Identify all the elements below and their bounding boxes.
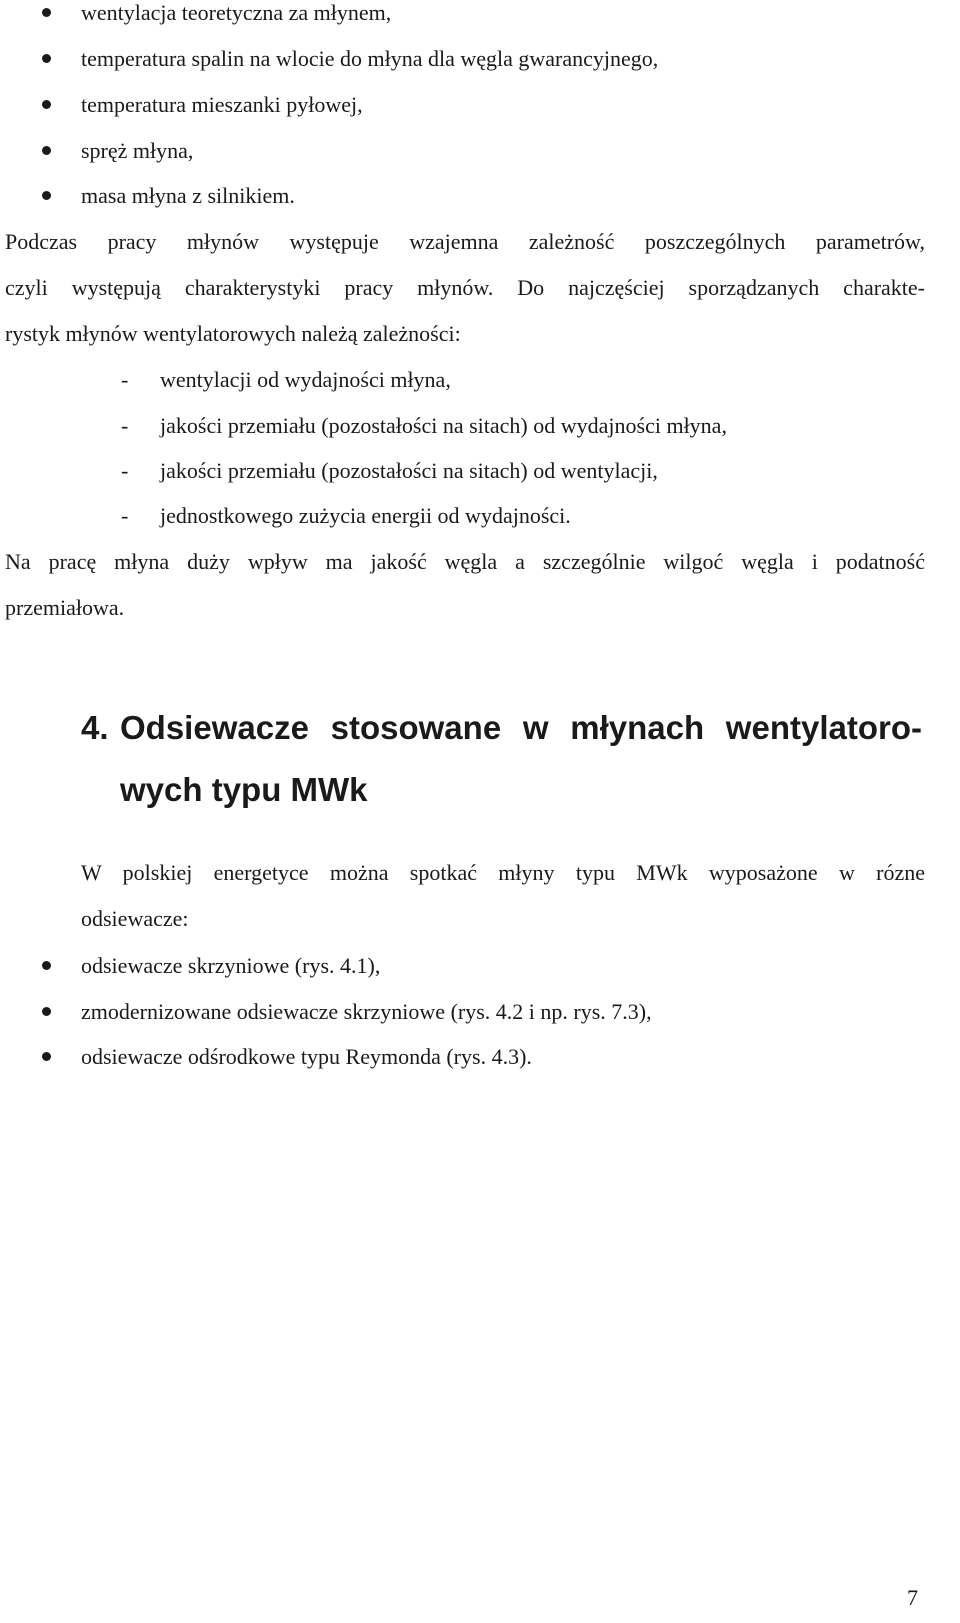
dash-marker: - — [121, 458, 129, 483]
bullet-dot-icon — [42, 146, 51, 155]
bullet-dot-icon — [42, 1007, 51, 1016]
list-item: wentylacji od wydajności młyna, — [160, 367, 451, 392]
list-item: masa młyna z silnikiem. — [81, 183, 295, 208]
section-title-line: wych typu MWk — [120, 771, 368, 808]
list-item: temperatura mieszanki pyłowej, — [81, 92, 363, 117]
dash-marker: - — [121, 413, 129, 438]
paragraph-line: rystyk młynów wentylatorowych należą zależności: — [5, 321, 461, 346]
list-item: odsiewacze skrzyniowe (rys. 4.1), — [81, 953, 381, 978]
list-item: jednostkowego zużycia energii od wydajności. — [160, 503, 571, 528]
bullet-dot-icon — [42, 1052, 51, 1061]
paragraph-line: odsiewacze: — [81, 906, 189, 931]
paragraph-line: czyli występują charakterystyki pracy młynów. Do najczęściej sporządzanych charakte- — [5, 275, 925, 300]
bullet-dot-icon — [42, 961, 51, 970]
list-item: odsiewacze odśrodkowe typu Reymonda (rys. 4.3). — [81, 1044, 532, 1069]
list-item: jakości przemiału (pozostałości na sitach) od wydajności młyna, — [160, 413, 727, 438]
paragraph-line: W polskiej energetyce można spotkać młyny typu MWk wyposażone w rózne — [81, 860, 925, 885]
dash-marker: - — [121, 503, 129, 528]
bullet-dot-icon — [42, 100, 51, 109]
paragraph-line: Podczas pracy młynów występuje wzajemna zależność poszczególnych parametrów, — [5, 229, 925, 254]
list-item: spręż młyna, — [81, 138, 194, 163]
list-item: temperatura spalin na wlocie do młyna dla węgla gwarancyjnego, — [81, 46, 659, 71]
section-title-line: Odsiewacze stosowane w młynach wentylatoro- — [120, 709, 922, 746]
page-number: 7 — [907, 1585, 918, 1610]
dash-marker: - — [121, 367, 129, 392]
bullet-dot-icon — [42, 8, 51, 17]
paragraph-line: Na pracę młyna duży wpływ ma jakość węgla a szczególnie wilgoć węgla i podatność — [5, 549, 925, 574]
bullet-dot-icon — [42, 54, 51, 63]
section-number: 4. — [81, 709, 109, 746]
list-item: jakości przemiału (pozostałości na sitach) od wentylacji, — [160, 458, 658, 483]
paragraph-line: przemiałowa. — [5, 595, 125, 620]
bullet-dot-icon — [42, 191, 51, 200]
list-item: wentylacja teoretyczna za młynem, — [81, 0, 392, 25]
list-item: zmodernizowane odsiewacze skrzyniowe (rys. 4.2 i np. rys. 7.3), — [81, 999, 652, 1024]
